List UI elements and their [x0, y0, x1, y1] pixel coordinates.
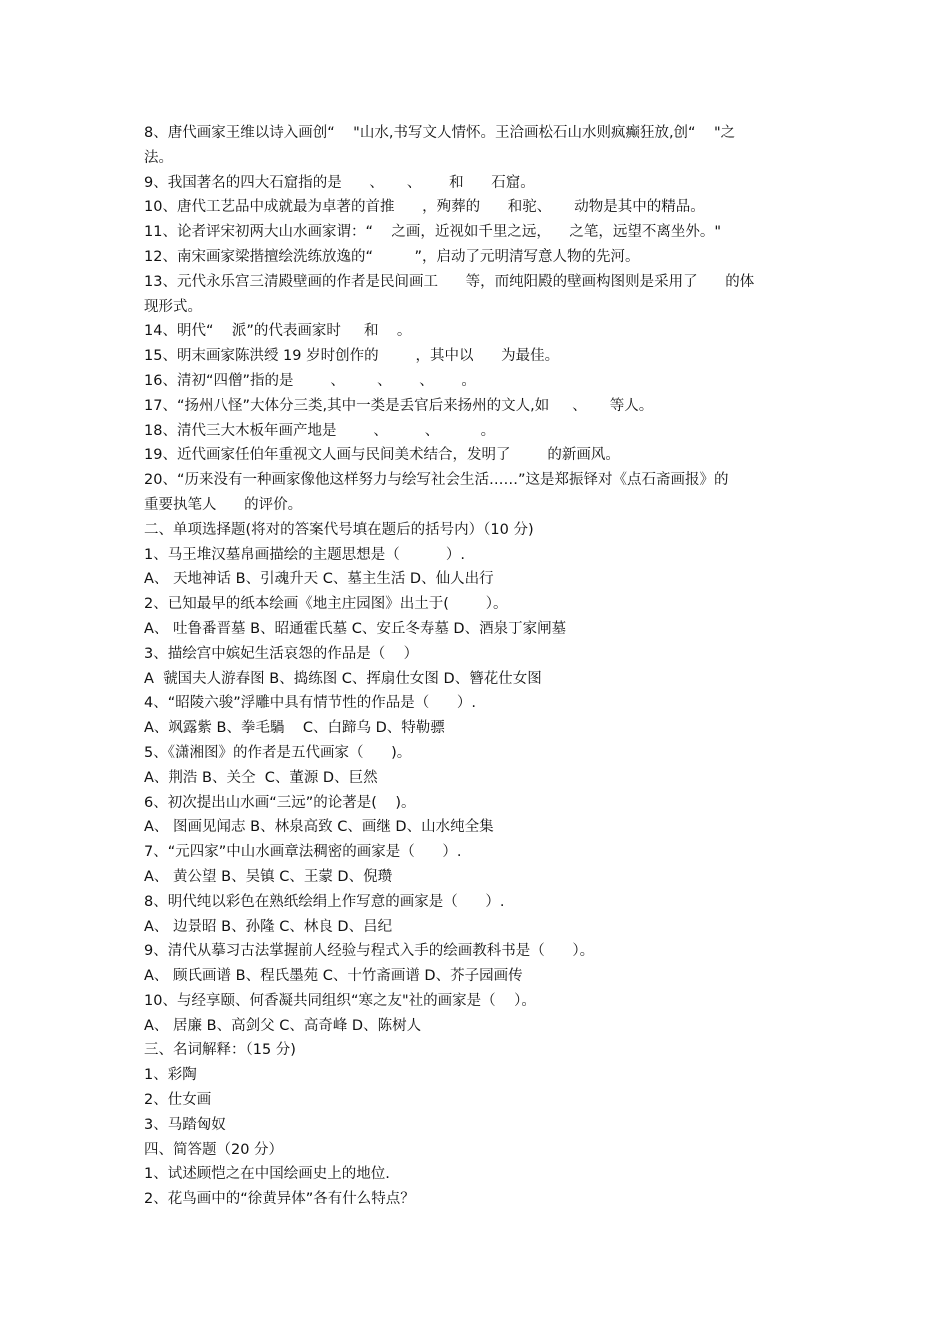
choice-question-2: 2、已知最早的纸本绘画《地主庄园图》出土于( ）。: [144, 596, 508, 613]
choice-options-3: A 虢国夫人游春图 B、捣练图 C、挥扇仕女图 D、簪花仕女图: [144, 670, 542, 687]
section-heading-multiple-choice: 二、单项选择题(将对的答案代号填在题后的括号内）（10 分): [144, 521, 534, 538]
fill-blank-question-20: 20、“历来没有一种画家像他这样努力与绘写社会生活……”这是郑振铎对《点石斋画报》的: [144, 472, 729, 489]
choice-question-7: 7、“元四家”中山水画章法稠密的画家是（ ）.: [144, 844, 462, 861]
fill-blank-question-8-continued: 法。: [144, 149, 173, 166]
choice-options-6: A、 图画见闻志 B、林泉高致 C、画继 D、山水纯全集: [144, 819, 494, 836]
fill-blank-question-8: 8、唐代画家王维以诗入画创“ "山水,书写文人情怀。王洽画松石山水则疯癫狂放,创“ "之: [144, 125, 736, 141]
choice-question-8: 8、明代纯以彩色在熟纸绘绢上作写意的画家是（ ）.: [144, 893, 505, 910]
choice-question-3: 3、描绘宫中嫔妃生活哀怨的作品是（ ）: [144, 645, 419, 662]
fill-blank-question-9: 9、我国著名的四大石窟指的是 、 、 和 石窟。: [144, 174, 535, 191]
fill-blank-question-12: 12、南宋画家梁揩擅绘洗练放逸的“ ”，启动了元明清写意人物的先河。: [144, 248, 640, 265]
fill-blank-question-13: 13、元代永乐宫三清殿壁画的作者是民间画工 等，而纯阳殿的壁画构图则是采用了 的体: [144, 273, 755, 290]
fill-blank-question-16: 16、清初“四僧”指的是 、 、 、 。: [144, 372, 476, 389]
fill-blank-question-15: 15、明末画家陈洪绶 19 岁时创作的 ，其中以 为最佳。: [144, 348, 560, 365]
fill-blank-question-14: 14、明代“ 派”的代表画家时 和 。: [144, 323, 412, 340]
choice-question-1: 1、马王堆汉墓帛画描绘的主题思想是（ ）.: [144, 546, 465, 563]
choice-options-4: A、飒露紫 B、拳毛騧 C、白蹄乌 D、特勒骠: [144, 720, 445, 737]
choice-question-9: 9、清代从摹习古法掌握前人经验与程式入手的绘画教科书是（ ）。: [144, 943, 595, 960]
term-item-3: 3、马踏匈奴: [144, 1116, 226, 1133]
choice-options-7: A、 黄公望 B、吴镇 C、王蒙 D、倪瓒: [144, 868, 393, 885]
choice-question-5: 5、《潇湘图》的作者是五代画家（ )。: [144, 744, 412, 761]
fill-blank-question-10: 10、唐代工艺品中成就最为卓著的首推 ，殉葬的 和驼、 动物是其中的精品。: [144, 199, 705, 216]
exam-content: [144, 121, 844, 1212]
choice-question-4: 4、“昭陵六骏”浮雕中具有情节性的作品是（ ）.: [144, 695, 477, 712]
short-answer-question-1: 1、试述顾恺之在中国绘画史上的地位.: [144, 1166, 390, 1183]
short-answer-question-2: 2、花鸟画中的“徐黄异体”各有什么特点？: [144, 1191, 415, 1208]
fill-blank-question-19: 19、近代画家任伯年重视文人画与民间美术结合，发明了 的新画风。: [144, 447, 620, 464]
choice-options-9: A、 顾氏画谱 B、程氏墨苑 C、十竹斋画谱 D、芥子园画传: [144, 968, 523, 985]
fill-blank-question-13-continued: 现形式。: [144, 298, 202, 315]
fill-blank-question-18: 18、清代三大木板年画产地是 、 、 。: [144, 422, 496, 439]
choice-question-10: 10、与经享颐、何香凝共同组织“寒之友"社的画家是（ ）。: [144, 992, 536, 1009]
choice-question-6: 6、初次提出山水画“三远”的论著是( )。: [144, 794, 416, 811]
choice-options-1: A、 天地神话 B、引魂升天 C、墓主生活 D、仙人出行: [144, 571, 494, 588]
term-item-1: 1、彩陶: [144, 1067, 197, 1084]
choice-options-5: A、荆浩 B、关仝 C、董源 D、巨然: [144, 769, 378, 786]
fill-blank-question-17: 17、“扬州八怪”大体分三类,其中一类是丢官后来扬州的文人,如 、 等人。: [144, 397, 654, 414]
choice-options-2: A、 吐鲁番晋墓 B、昭通霍氏墓 C、安丘冬寿墓 D、酒泉丁家闸墓: [144, 620, 567, 637]
fill-blank-question-20-continued: 重要执笔人 的评价。: [144, 496, 303, 513]
choice-options-10: A、 居廉 B、高剑父 C、高奇峰 D、陈树人: [144, 1017, 422, 1034]
section-heading-term-explanation: 三、名词解释：（15 分): [144, 1042, 296, 1059]
choice-options-8: A、 边景昭 B、孙隆 C、林良 D、吕纪: [144, 918, 393, 935]
fill-blank-question-11: 11、论者评宋初两大山水画家谓：“ 之画，近视如千里之远， 之笔，远望不离坐外。": [144, 224, 722, 241]
section-heading-short-answer: 四、简答题（20 分）: [144, 1141, 284, 1158]
term-item-2: 2、仕女画: [144, 1092, 212, 1109]
